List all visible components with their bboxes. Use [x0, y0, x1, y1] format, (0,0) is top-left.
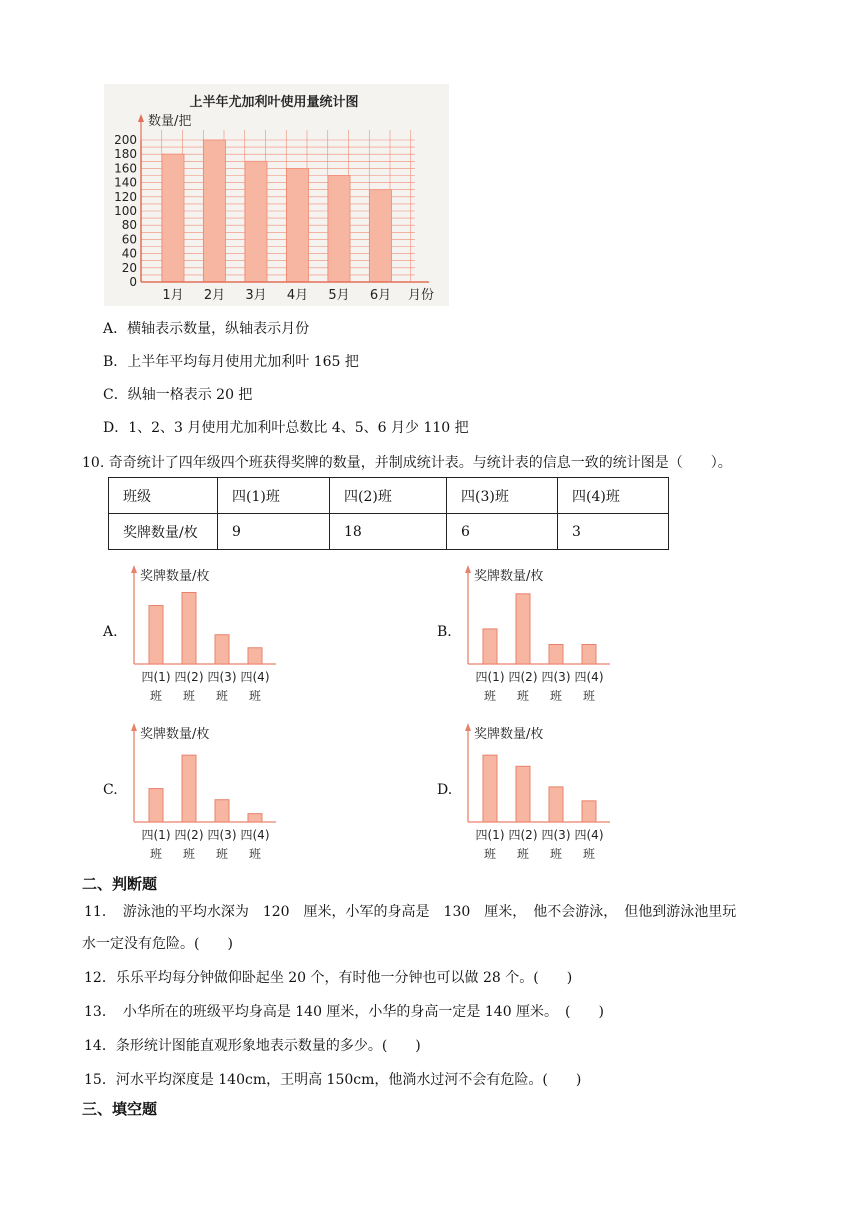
mini-x-tick-label: 四(2) — [174, 828, 204, 842]
mini-bar-3 — [215, 800, 229, 822]
y-tick-label: 180 — [114, 147, 137, 162]
mini-x-tick-label: 四(4) — [574, 828, 604, 842]
table-cell: 6 — [447, 514, 558, 550]
table-cell: 3 — [558, 514, 669, 550]
mini-bar-2 — [182, 755, 196, 822]
mini-x-tick-label: 四(3) — [207, 828, 237, 842]
mini-x-tick-label: 班 — [549, 689, 563, 703]
question-10: 10. 奇奇统计了四年级四个班获得奖牌的数量，并制成统计表。与统计表的信息一致的统计图是（ ）。 — [82, 455, 732, 471]
y-tick-label: 0 — [129, 275, 137, 289]
bar-6 — [370, 190, 392, 282]
x-tick-label: 2月 — [203, 288, 226, 303]
y-tick-label: 40 — [121, 246, 137, 261]
question-11-line2: 水一定没有危险。( ) — [82, 936, 233, 952]
option-10d-chart — [460, 721, 620, 867]
mini-x-tick-label: 四(4) — [240, 670, 270, 684]
medal-table — [108, 477, 669, 550]
mini-x-tick-label: 四(2) — [508, 670, 538, 684]
y-tick-label: 80 — [121, 218, 137, 233]
option-10b-chart — [460, 563, 620, 709]
option-10c-chart — [126, 721, 286, 867]
mini-x-tick-label: 四(3) — [541, 828, 571, 842]
section-3-title: 三、填空题 — [82, 1100, 158, 1118]
y-axis-label: 数量/把 — [148, 114, 192, 129]
mini-y-label: 奖牌数量/枚 — [140, 569, 210, 584]
mini-x-tick-label: 班 — [549, 847, 563, 861]
mini-x-tick-label: 四(3) — [541, 670, 571, 684]
x-tick-label: 3月 — [245, 288, 267, 303]
question-14: 14．条形统计图能直观形象地表示数量的多少。( ) — [84, 1038, 421, 1054]
table-row — [109, 478, 669, 514]
mini-bar-1 — [483, 629, 497, 664]
y-tick-label: 140 — [114, 175, 137, 190]
y-tick-label: 160 — [114, 161, 137, 176]
table-cell: 四(4)班 — [558, 478, 669, 514]
mini-x-tick-label: 班 — [516, 689, 530, 703]
mini-x-tick-label: 班 — [149, 847, 163, 861]
mini-x-tick-label: 班 — [215, 689, 229, 703]
option-9b: B．上半年平均每月使用尤加利叶 165 把 — [103, 354, 359, 370]
mini-x-tick-label: 班 — [248, 689, 262, 703]
mini-x-tick-label: 四(1) — [475, 670, 505, 684]
table-cell: 奖牌数量/枚 — [109, 514, 218, 550]
chart-title: 上半年尤加利叶使用量统计图 — [189, 95, 359, 110]
table-cell: 18 — [330, 514, 447, 550]
mini-x-tick-label: 四(3) — [207, 670, 237, 684]
option-10a-chart — [126, 563, 286, 709]
mini-x-tick-label: 班 — [582, 689, 596, 703]
x-tick-label: 6月 — [369, 288, 392, 303]
mini-bar-3 — [215, 635, 229, 664]
mini-x-tick-label: 四(1) — [141, 828, 171, 842]
mini-bar-2 — [182, 593, 196, 665]
mini-bar-1 — [149, 789, 163, 822]
table-cell: 四(2)班 — [330, 478, 447, 514]
mini-y-label: 奖牌数量/枚 — [474, 727, 544, 742]
table-cell: 9 — [218, 514, 330, 550]
mini-y-arrow — [465, 565, 471, 573]
y-tick-label: 120 — [114, 189, 137, 204]
mini-y-arrow — [465, 723, 471, 731]
x-axis-label: 月份 — [408, 288, 435, 303]
mini-x-tick-label: 四(1) — [475, 828, 505, 842]
mini-bar-3 — [549, 645, 563, 665]
x-tick-label: 1月 — [162, 288, 184, 303]
x-tick-label: 4月 — [286, 288, 309, 303]
bar-1 — [162, 154, 184, 282]
mini-x-tick-label: 班 — [483, 847, 497, 861]
mini-x-tick-label: 班 — [248, 847, 262, 861]
question-11-line1: 11． 游泳池的平均水深为 120 厘米，小军的身高是 130 厘米， 他不会游泳， 但他到游泳池里玩 — [84, 904, 737, 920]
section-2-title: 二、判断题 — [82, 875, 158, 893]
mini-bar-4 — [248, 814, 262, 822]
y-tick-label: 100 — [114, 204, 137, 218]
mini-x-tick-label: 班 — [215, 847, 229, 861]
mini-bar-1 — [483, 755, 497, 822]
table-cell: 四(1)班 — [218, 478, 330, 514]
mini-y-arrow — [131, 723, 137, 731]
mini-bar-4 — [582, 801, 596, 822]
mini-x-tick-label: 四(1) — [141, 670, 171, 684]
option-9c: C．纵轴一格表示 20 把 — [103, 387, 253, 403]
mini-y-label: 奖牌数量/枚 — [140, 727, 210, 742]
mini-bar-4 — [582, 645, 596, 665]
mini-bar-4 — [248, 648, 262, 664]
mini-y-arrow — [131, 565, 137, 573]
mini-x-tick-label: 四(2) — [508, 828, 538, 842]
question-15: 15．河水平均深度是 140cm，王明高 150cm，他淌水过河不会有危险。( ) — [84, 1072, 582, 1088]
question-12: 12．乐乐平均每分钟做仰卧起坐 20 个，有时他一分钟也可以做 28 个。( ) — [84, 970, 573, 986]
mini-x-tick-label: 班 — [149, 689, 163, 703]
mini-x-tick-label: 四(4) — [240, 828, 270, 842]
mini-x-tick-label: 四(4) — [574, 670, 604, 684]
option-10a-label: A. — [103, 624, 118, 640]
table-cell: 四(3)班 — [447, 478, 558, 514]
mini-x-tick-label: 班 — [582, 847, 596, 861]
y-tick-label: 200 — [114, 133, 137, 147]
mini-x-tick-label: 班 — [182, 847, 196, 861]
bar-3 — [245, 161, 267, 282]
mini-bar-2 — [516, 766, 530, 822]
mini-bar-3 — [549, 787, 563, 822]
mini-y-label: 奖牌数量/枚 — [474, 569, 544, 584]
option-9d: D．1、2、3 月使用尤加利叶总数比 4、5、6 月少 110 把 — [103, 420, 469, 436]
y-tick-label: 20 — [121, 260, 137, 275]
mini-x-tick-label: 班 — [516, 847, 530, 861]
bar-5 — [328, 176, 350, 283]
mini-x-tick-label: 四(2) — [174, 670, 204, 684]
option-10b-label: B. — [437, 624, 452, 640]
mini-bar-1 — [149, 606, 163, 665]
table-cell: 班级 — [109, 478, 218, 514]
option-10c-label: C. — [103, 782, 118, 798]
y-tick-label: 60 — [121, 232, 137, 247]
option-9a: A．横轴表示数量，纵轴表示月份 — [103, 321, 310, 337]
bar-2 — [204, 140, 226, 282]
mini-x-tick-label: 班 — [182, 689, 196, 703]
usage-bar-chart — [104, 84, 449, 306]
bar-4 — [287, 168, 309, 282]
x-tick-label: 5月 — [328, 288, 350, 303]
question-13: 13． 小华所在的班级平均身高是 140 厘米，小华的身高一定是 140 厘米。 ( ) — [84, 1004, 604, 1020]
option-10d-label: D. — [437, 782, 453, 798]
mini-bar-2 — [516, 594, 530, 664]
table-row — [109, 514, 669, 550]
mini-x-tick-label: 班 — [483, 689, 497, 703]
